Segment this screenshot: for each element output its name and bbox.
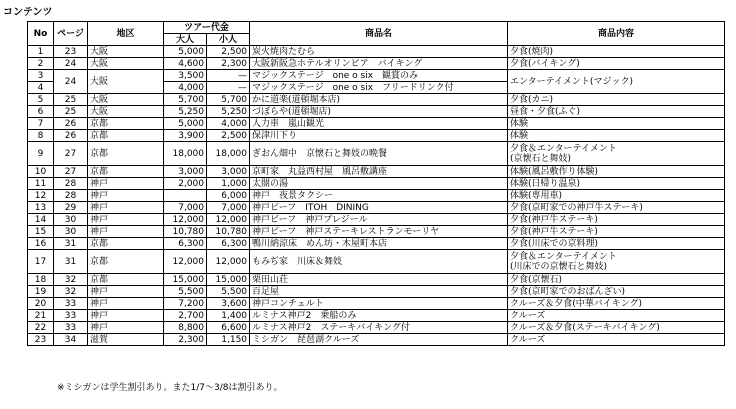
- cell-area: 大阪: [88, 58, 164, 70]
- table-row: [28, 70, 725, 82]
- cell-no: 5: [28, 94, 54, 106]
- cell-area: 京都: [88, 166, 164, 178]
- cell-area: 京都: [88, 118, 164, 130]
- table-row: [28, 250, 725, 274]
- table-row: [28, 130, 725, 142]
- cell-product: ミシガン 琵琶湖クルーズ: [250, 334, 508, 346]
- contents-table: [27, 21, 725, 346]
- table-row: [28, 118, 725, 130]
- cell-area: 神戸: [88, 190, 164, 202]
- cell-page: 24: [54, 70, 88, 94]
- cell-content: 夕食(川床での京料理): [508, 238, 725, 250]
- cell-child: —: [207, 70, 250, 82]
- cell-page: 31: [54, 238, 88, 250]
- cell-product: 保津川下り: [250, 130, 508, 142]
- cell-page: 24: [54, 58, 88, 70]
- cell-page: 30: [54, 226, 88, 238]
- cell-product: づぼらや(道頓堀店): [250, 106, 508, 118]
- cell-area: 神戸: [88, 286, 164, 298]
- cell-page: 26: [54, 118, 88, 130]
- cell-area: 神戸: [88, 214, 164, 226]
- table-row: [28, 106, 725, 118]
- cell-adult: 4,000: [164, 82, 207, 94]
- cell-content: 夕食(京懐石): [508, 274, 725, 286]
- table-row: [28, 238, 725, 250]
- cell-adult: 5,700: [164, 94, 207, 106]
- cell-area: 神戸: [88, 310, 164, 322]
- cell-product: 炭火焼肉たむら: [250, 46, 508, 58]
- table-row: [28, 178, 725, 190]
- cell-page: 32: [54, 286, 88, 298]
- cell-page: 32: [54, 274, 88, 286]
- cell-content: 夕食＆エンターテイメント (京懐石と舞妓): [508, 142, 725, 166]
- cell-adult: 15,000: [164, 274, 207, 286]
- header-adult: 大人: [164, 34, 207, 46]
- header-no: No: [28, 22, 54, 46]
- cell-adult: 4,600: [164, 58, 207, 70]
- cell-child: 6,300: [207, 238, 250, 250]
- cell-adult: 12,000: [164, 250, 207, 274]
- table-row: [28, 46, 725, 58]
- table-row: [28, 310, 725, 322]
- cell-product: 栗田山荘: [250, 274, 508, 286]
- cell-content: 体験: [508, 130, 725, 142]
- cell-content: 夕食(神戸牛ステーキ): [508, 214, 725, 226]
- cell-area: 大阪: [88, 106, 164, 118]
- cell-area: 京都: [88, 130, 164, 142]
- cell-area: 京都: [88, 142, 164, 166]
- cell-product: ぎおん畑中 京懐石と舞妓の晩餐: [250, 142, 508, 166]
- table-row: [28, 334, 725, 346]
- table-row: [28, 58, 725, 70]
- cell-area: 神戸: [88, 298, 164, 310]
- cell-content: クルーズ: [508, 334, 725, 346]
- header-content: 商品内容: [508, 22, 725, 46]
- cell-content: 夕食(京町家でのおばんざい): [508, 286, 725, 298]
- cell-child: 15,000: [207, 274, 250, 286]
- cell-no: 21: [28, 310, 54, 322]
- footnote: ※ミシガンは学生割引あり。また1/7～3/8は割引あり。: [57, 383, 283, 393]
- cell-adult: 7,000: [164, 202, 207, 214]
- cell-page: 30: [54, 214, 88, 226]
- cell-adult: 5,000: [164, 118, 207, 130]
- cell-content: 夕食(焼肉): [508, 46, 725, 58]
- cell-child: 5,700: [207, 94, 250, 106]
- cell-page: 34: [54, 334, 88, 346]
- cell-child: 2,300: [207, 58, 250, 70]
- table-row: [28, 202, 725, 214]
- cell-child: 7,000: [207, 202, 250, 214]
- cell-adult: 2,000: [164, 178, 207, 190]
- page-title: コンテンツ: [3, 7, 53, 18]
- cell-child: 2,500: [207, 46, 250, 58]
- cell-page: 28: [54, 178, 88, 190]
- cell-child: 1,400: [207, 310, 250, 322]
- cell-content: 夕食(京町家での神戸牛ステーキ): [508, 202, 725, 214]
- cell-area: 神戸: [88, 226, 164, 238]
- cell-product: 神戸ビーフ 神戸ステーキレストランモーリヤ: [250, 226, 508, 238]
- table-row: [28, 190, 725, 202]
- cell-child: 5,500: [207, 286, 250, 298]
- cell-no: 10: [28, 166, 54, 178]
- cell-product: 神戸 夜景タクシー: [250, 190, 508, 202]
- cell-no: 19: [28, 286, 54, 298]
- cell-child: 6,600: [207, 322, 250, 334]
- cell-adult: 2,300: [164, 334, 207, 346]
- table-row: [28, 286, 725, 298]
- cell-child: 5,250: [207, 106, 250, 118]
- cell-no: 16: [28, 238, 54, 250]
- cell-no: 2: [28, 58, 54, 70]
- cell-product: 太閤の湯: [250, 178, 508, 190]
- cell-page: 27: [54, 166, 88, 178]
- cell-content: クルーズ＆夕食(ステーキバイキング): [508, 322, 725, 334]
- cell-adult: 10,780: [164, 226, 207, 238]
- table-body: [28, 46, 725, 346]
- cell-content: 体験(専用車): [508, 190, 725, 202]
- cell-no: 17: [28, 250, 54, 274]
- cell-no: 15: [28, 226, 54, 238]
- cell-page: 25: [54, 94, 88, 106]
- cell-area: 大阪: [88, 94, 164, 106]
- cell-area: 神戸: [88, 322, 164, 334]
- cell-no: 9: [28, 142, 54, 166]
- cell-child: 3,000: [207, 166, 250, 178]
- header-child: 小人: [207, 34, 250, 46]
- table-row: [28, 274, 725, 286]
- cell-no: 7: [28, 118, 54, 130]
- cell-product: もみぢ家 川床＆舞妓: [250, 250, 508, 274]
- cell-adult: [164, 190, 207, 202]
- cell-no: 22: [28, 322, 54, 334]
- cell-adult: 12,000: [164, 214, 207, 226]
- cell-adult: 8,800: [164, 322, 207, 334]
- cell-no: 8: [28, 130, 54, 142]
- cell-child: 1,000: [207, 178, 250, 190]
- cell-content: 夕食(カニ): [508, 94, 725, 106]
- cell-product: 神戸ビーフ ITOH DINING: [250, 202, 508, 214]
- cell-no: 1: [28, 46, 54, 58]
- cell-page: 27: [54, 142, 88, 166]
- cell-no: 13: [28, 202, 54, 214]
- cell-child: 12,000: [207, 250, 250, 274]
- cell-no: 3: [28, 70, 54, 82]
- cell-adult: 3,500: [164, 70, 207, 82]
- cell-content: クルーズ＆夕食(中華バイキング): [508, 298, 725, 310]
- cell-page: 33: [54, 310, 88, 322]
- cell-area: 神戸: [88, 202, 164, 214]
- cell-page: 28: [54, 190, 88, 202]
- cell-adult: 18,000: [164, 142, 207, 166]
- cell-area: 大阪: [88, 46, 164, 58]
- header-area: 地区: [88, 22, 164, 46]
- cell-product: かに道楽(道頓堀本店): [250, 94, 508, 106]
- cell-area: 京都: [88, 274, 164, 286]
- cell-content: 夕食(バイキング): [508, 58, 725, 70]
- table-row: [28, 322, 725, 334]
- table-row: [28, 142, 725, 166]
- cell-area: 京都: [88, 250, 164, 274]
- cell-child: 2,500: [207, 130, 250, 142]
- header-price: ツアー代金: [164, 22, 250, 34]
- cell-child: 18,000: [207, 142, 250, 166]
- cell-no: 6: [28, 106, 54, 118]
- cell-product: ルミナス神戸2 ステーキバイキング付: [250, 322, 508, 334]
- cell-adult: 5,000: [164, 46, 207, 58]
- cell-page: 26: [54, 130, 88, 142]
- cell-page: 25: [54, 106, 88, 118]
- cell-content: 体験(風呂敷作り体験): [508, 166, 725, 178]
- cell-product: マジックステージ one o six フリードリンク付: [250, 82, 508, 94]
- cell-product: 人力車 嵐山観光: [250, 118, 508, 130]
- cell-product: 百足屋: [250, 286, 508, 298]
- cell-child: —: [207, 82, 250, 94]
- cell-no: 18: [28, 274, 54, 286]
- cell-product: 京町家 丸益西村屋 風呂敷講座: [250, 166, 508, 178]
- cell-content: 体験(日帰り温泉): [508, 178, 725, 190]
- cell-child: 12,000: [207, 214, 250, 226]
- cell-product: 神戸ビーフ 神戸プレジール: [250, 214, 508, 226]
- header-product: 商品名: [250, 22, 508, 46]
- cell-no: 20: [28, 298, 54, 310]
- table-row: [28, 214, 725, 226]
- cell-product: 大阪新阪急ホテルオリンピア バイキング: [250, 58, 508, 70]
- cell-content: 夕食(神戸牛ステーキ): [508, 226, 725, 238]
- cell-area: 大阪: [88, 70, 164, 94]
- cell-page: 33: [54, 322, 88, 334]
- table-row: [28, 298, 725, 310]
- cell-content: 昼食・夕食(ふぐ): [508, 106, 725, 118]
- cell-area: 神戸: [88, 178, 164, 190]
- cell-no: 14: [28, 214, 54, 226]
- cell-adult: 3,900: [164, 130, 207, 142]
- cell-child: 1,150: [207, 334, 250, 346]
- cell-adult: 5,500: [164, 286, 207, 298]
- cell-child: 6,000: [207, 190, 250, 202]
- cell-no: 23: [28, 334, 54, 346]
- cell-no: 12: [28, 190, 54, 202]
- cell-child: 3,600: [207, 298, 250, 310]
- cell-child: 10,780: [207, 226, 250, 238]
- cell-product: ルミナス神戸2 乗船のみ: [250, 310, 508, 322]
- cell-content: 体験: [508, 118, 725, 130]
- cell-adult: 3,000: [164, 166, 207, 178]
- table-row: [28, 94, 725, 106]
- cell-adult: 2,700: [164, 310, 207, 322]
- cell-no: 4: [28, 82, 54, 94]
- cell-child: 4,000: [207, 118, 250, 130]
- cell-no: 11: [28, 178, 54, 190]
- cell-area: 京都: [88, 238, 164, 250]
- cell-area: 滋賀: [88, 334, 164, 346]
- cell-page: 23: [54, 46, 88, 58]
- cell-product: マジックステージ one o six 観賞のみ: [250, 70, 508, 82]
- cell-page: 31: [54, 250, 88, 274]
- table-row: [28, 226, 725, 238]
- cell-page: 29: [54, 202, 88, 214]
- table-row: [28, 166, 725, 178]
- cell-adult: 5,250: [164, 106, 207, 118]
- cell-content: クルーズ: [508, 310, 725, 322]
- cell-content: エンターテイメント(マジック): [508, 70, 725, 94]
- cell-page: 33: [54, 298, 88, 310]
- cell-product: 鴨川納涼床 めん坊・木屋町本店: [250, 238, 508, 250]
- cell-adult: 6,300: [164, 238, 207, 250]
- cell-product: 神戸コンチェルト: [250, 298, 508, 310]
- cell-content: 夕食＆エンターテイメント (川床での京懐石と舞妓): [508, 250, 725, 274]
- cell-adult: 7,200: [164, 298, 207, 310]
- header-page: ページ: [54, 22, 88, 46]
